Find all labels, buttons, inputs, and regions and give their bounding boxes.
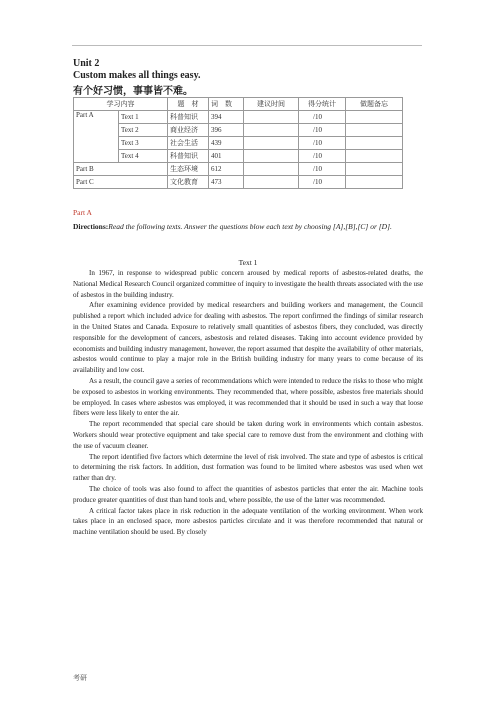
notes-cell	[346, 150, 403, 163]
text-cell: Text 3	[119, 137, 168, 150]
paragraph: In 1967, in response to widespread public concern aroused by medical reports of asbestos-related deaths, the National Medical Research Council organized committee of inquiry to investigate the health threats associated with the use of asbestos in the building industry.	[73, 269, 423, 299]
header-score: 得分统计	[299, 98, 346, 111]
part-b-cell: Part B	[74, 163, 168, 176]
topic-cell: 科普知识	[168, 150, 209, 163]
table-row	[74, 150, 403, 163]
header-content: 学习内容	[74, 98, 168, 111]
topic-cell: 商业经济	[168, 124, 209, 137]
table-header-row	[74, 98, 403, 111]
notes-cell	[346, 124, 403, 137]
part-a-cell: Part A	[74, 111, 119, 163]
paragraph: After examining evidence provided by medical researchers and building workers and management, the Council published a report which included advice for dealing with asbestos. The report confirmed the findings of similar research in the United States and Canada. Exposure to relatively small quantities of asbestos fibers, they concluded, was directly responsible for the development of cancers, asbestosis and related diseases. Taking into account evidence provided by economists and building industry management, however, the report assumed that despite the availability of other materials, asbestos would continue to play a major role in the British building industry for many years to come because of its availability and low cost.	[73, 301, 423, 375]
unit-title: Unit 2	[73, 58, 100, 69]
table-row	[74, 176, 403, 189]
time-cell	[244, 111, 299, 124]
notes-cell	[346, 163, 403, 176]
header-words: 词 数	[209, 98, 244, 111]
header-topic: 题 材	[168, 98, 209, 111]
score-cell: /10	[299, 124, 346, 137]
notes-cell	[346, 137, 403, 150]
paragraph: The report recommended that special care should be taken during work in environments which contain asbestos. Workers should wear protective equipment and take special care to remove dust from the environment and clothing with the use of vacuum cleaner.	[73, 420, 423, 450]
text-cell: Text 4	[119, 150, 168, 163]
table-row	[74, 111, 403, 124]
topic-cell: 社会生活	[168, 137, 209, 150]
paragraph: The choice of tools was also found to affect the quantities of asbestos particles that enter the air. Machine tools produce greater quantities of dust than hand tools and, where possible, the use of the latter was recommended.	[73, 484, 423, 504]
topic-cell: 生态环境	[168, 163, 209, 176]
text-title: Text 1	[238, 258, 258, 267]
notes-cell	[346, 176, 403, 189]
score-cell: /10	[299, 111, 346, 124]
header-time: 建议时间	[244, 98, 299, 111]
directions	[73, 221, 423, 232]
time-cell	[244, 137, 299, 150]
header-rule	[72, 45, 422, 46]
motto-chinese: 有个好习惯，事事皆不难。	[73, 86, 193, 97]
time-cell	[244, 163, 299, 176]
time-cell	[244, 124, 299, 137]
paragraph: A critical factor takes place in risk reduction in the adequate ventilation of the working environment. When work takes place in an enclosed space, more asbestos particles circulate and it was therefore recommended that natural or machine ventilation should be used. By closely	[73, 506, 423, 537]
score-cell: /10	[299, 150, 346, 163]
topic-cell: 科普知识	[168, 111, 209, 124]
topic-cell: 文化教育	[168, 176, 209, 189]
table-row	[74, 124, 403, 137]
score-cell: /10	[299, 176, 346, 189]
words-cell: 394	[209, 111, 244, 124]
words-cell: 396	[209, 124, 244, 137]
words-cell: 612	[209, 163, 244, 176]
article-body	[73, 268, 423, 538]
paragraph: The report identified five factors which determine the level of risk involved. The state and type of asbestos is critical to determining the risk factors. In addition, dust formation was found to be limited where asbestos was used when wet rather than dry.	[73, 452, 423, 483]
table-row	[74, 137, 403, 150]
part-c-cell: Part C	[74, 176, 168, 189]
section-part-label: Part A	[73, 208, 92, 217]
words-cell: 439	[209, 137, 244, 150]
study-plan-table	[73, 97, 403, 189]
directions-label: Directions:	[73, 222, 109, 231]
time-cell	[244, 150, 299, 163]
directions-text: Read the following texts. Answer the questions blow each text by choosing [A],[B],[C] or [D].	[108, 222, 392, 231]
motto-english: Custom makes all things easy.	[73, 70, 201, 81]
page-footer: 考研	[73, 674, 87, 682]
paragraph: As a result, the council gave a series of recommendations which were intended to reduce the risks to those who might be exposed to asbestos in working environments. They recommended that, where possible, asbestos free materials should be employed. In cases where asbestos was employed, it was recommended that it should be used in such a way that loose fibers were less likely to enter the air.	[73, 376, 423, 418]
header-notes: 做题备忘	[346, 98, 403, 111]
text-cell: Text 2	[119, 124, 168, 137]
time-cell	[244, 176, 299, 189]
score-cell: /10	[299, 163, 346, 176]
score-cell: /10	[299, 137, 346, 150]
text-cell: Text 1	[119, 111, 168, 124]
notes-cell	[346, 111, 403, 124]
table-row	[74, 163, 403, 176]
words-cell: 401	[209, 150, 244, 163]
words-cell: 473	[209, 176, 244, 189]
